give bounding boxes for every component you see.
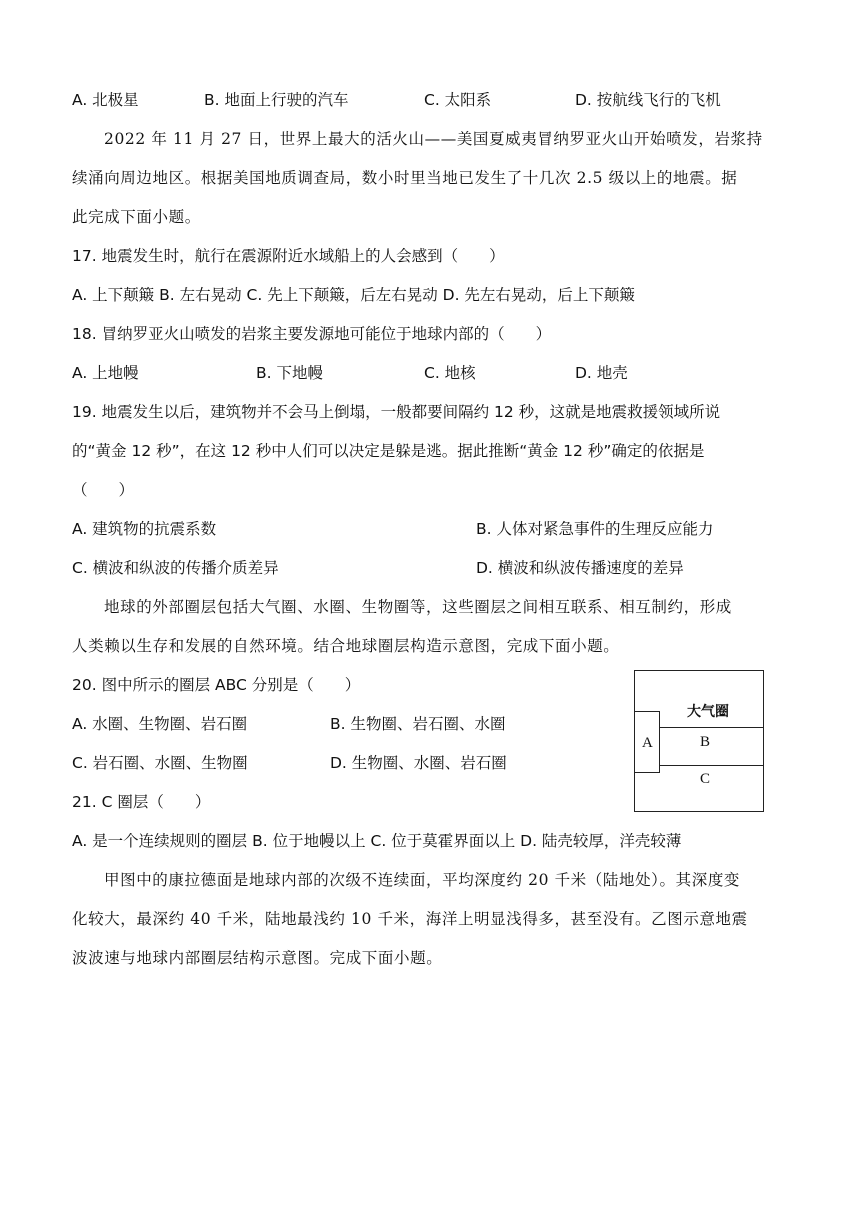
passage1-line2: 续涌向周边地区。根据美国地质调查局，数小时里当地已发生了十几次 2.5 级以上的地震。据 [72,169,738,187]
q18-option-a: A. 上地幔 [72,364,139,382]
q20-option-a: A. 水圈、生物圈、岩石圈 [72,715,248,733]
earth-sphere-diagram [634,670,764,812]
q19-option-a: A. 建筑物的抗震系数 [72,520,217,538]
q18-option-d: D. 地壳 [575,364,628,382]
diagram-label-a: A [642,735,653,751]
q17-stem: 17. 地震发生时，航行在震源附近水域船上的人会感到（ ） [72,247,505,265]
diagram-divider-ab [659,727,763,728]
q17-options: A. 上下颠簸 B. 左右晃动 C. 先上下颠簸，后左右晃动 D. 先左右晃动，后上下颠簸 [72,286,635,304]
passage3-line2: 化较大，最深约 40 千米，陆地最浅约 10 千米，海洋上明显浅得多，甚至没有。乙图示意地震 [72,910,748,928]
q16-option-b: B. 地面上行驶的汽车 [204,91,349,109]
q16-option-a: A. 北极星 [72,91,139,109]
passage3-line3: 波波速与地球内部圈层结构示意图。完成下面小题。 [72,949,443,967]
q19-option-c: C. 横波和纵波的传播介质差异 [72,559,279,577]
diagram-label-atmosphere: 大气圈 [687,704,729,720]
q20-option-b: B. 生物圈、岩石圈、水圈 [330,715,506,733]
diagram-label-c: C [700,771,711,787]
q19-line1: 19. 地震发生以后，建筑物并不会马上倒塌，一般都要间隔约 12 秒，这就是地震救援领域所说 [72,403,721,421]
q21-stem: 21. C 圈层（ ） [72,793,211,811]
passage1-line1: 2022 年 11 月 27 日，世界上最大的活火山——美国夏威夷冒纳罗亚火山开始喷发，岩浆持 [104,130,763,148]
q16-option-c: C. 太阳系 [424,91,492,109]
passage1-line3: 此完成下面小题。 [72,208,201,226]
diagram-label-b: B [700,734,711,750]
q18-option-c: C. 地核 [424,364,476,382]
q16-option-d: D. 按航线飞行的飞机 [575,91,721,109]
q19-option-d: D. 横波和纵波传播速度的差异 [476,559,684,577]
q18-option-b: B. 下地幔 [256,364,323,382]
q20-option-c: C. 岩石圈、水圈、生物圈 [72,754,248,772]
passage2-line2: 人类赖以生存和发展的自然环境。结合地球圈层构造示意图，完成下面小题。 [72,637,620,655]
passage2-line1: 地球的外部圈层包括大气圈、水圈、生物圈等，这些圈层之间相互联系、相互制约，形成 [104,598,732,616]
q19-line3: （ ） [72,481,135,499]
q19-option-b: B. 人体对紧急事件的生理反应能力 [476,520,714,538]
passage3-line1: 甲图中的康拉德面是地球内部的次级不连续面，平均深度约 20 千米（陆地处）。其深度变 [104,871,741,889]
q19-line2: 的“黄金 12 秒”，在这 12 秒中人们可以决定是躲是逃。据此推断“黄金 12 秒”确定的依据是 [72,442,705,460]
q18-stem: 18. 冒纳罗亚火山喷发的岩浆主要发源地可能位于地球内部的（ ） [72,325,552,343]
q20-option-d: D. 生物圈、水圈、岩石圈 [330,754,507,772]
q20-stem: 20. 图中所示的圈层 ABC 分别是（ ） [72,676,361,694]
q21-options: A. 是一个连续规则的圈层 B. 位于地幔以上 C. 位于莫霍界面以上 D. 陆壳较厚，洋壳较薄 [72,832,682,850]
